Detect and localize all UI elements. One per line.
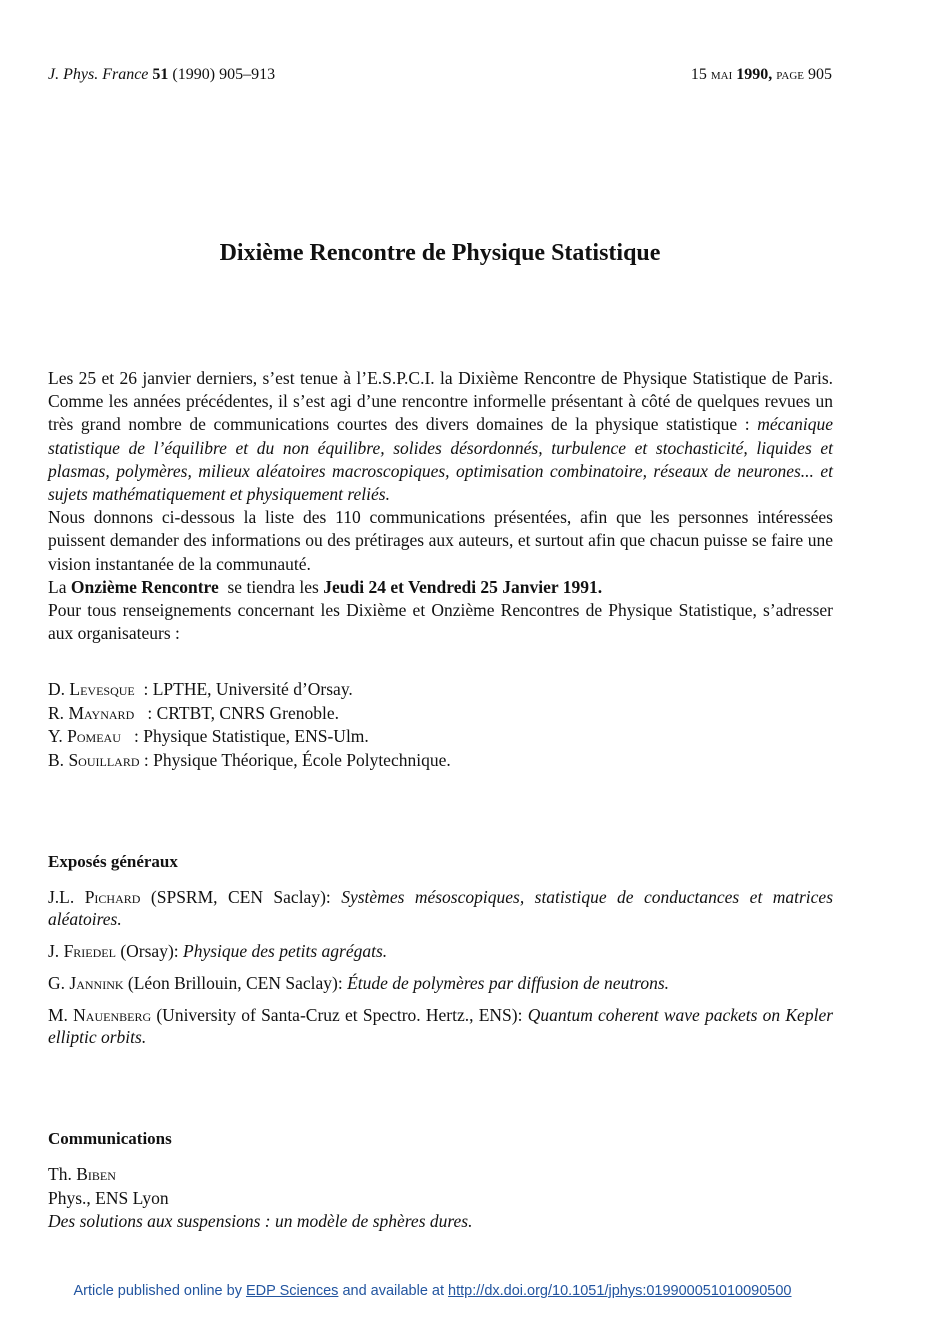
issue-date [691, 66, 832, 84]
journal-name: J. Phys. France [48, 66, 149, 83]
journal-volume: 51 [152, 66, 169, 83]
communication-title: Des solutions aux suspensions : un modèle de sphères dures. [48, 1211, 473, 1231]
exposes-list [48, 886, 833, 1058]
organisers-list [48, 678, 451, 772]
expose-item: G. Jannink (Léon Brillouin, CEN Saclay): Étude de polymères par diffusion de neutrons. [48, 973, 670, 993]
communication-entry [48, 1163, 473, 1234]
date-day: 15 [690, 66, 707, 83]
expose-item: J. Friedel (Orsay): Physique des petits agrégats. [48, 941, 388, 961]
intro-paragraph-3: La Onzième Rencontre se tiendra les Jeudi 24 et Vendredi 25 Janvier 1991. [48, 576, 603, 597]
paper-title: Dixième Rencontre de Physique Statistique [219, 240, 661, 266]
organiser-row: D. Levesque : LPTHE, Université d’Orsay. [48, 679, 353, 699]
intro-paragraph-4: Pour tous renseignements concernant les Dixième et Onzième Rencontres de Physique Statistique, s’adresser aux organisateurs : [48, 600, 833, 644]
edp-sciences-link[interactable]: EDP Sciences [245, 1283, 339, 1299]
section-heading-communications: Communications [48, 1129, 172, 1148]
journal-citation [48, 66, 275, 84]
organiser-row: Y. Pomeau : Physique Statistique, ENS-Ulm. [48, 726, 369, 746]
page-number: 905 [808, 66, 832, 83]
intro-paragraph-2: Nous donnons ci-dessous la liste des 110 communications présentées, afin que les personnes intéressées puissent demander des informations ou des prétirages aux auteurs, et surtout afin que chacun puisse se faire une vision instantanée de la communauté. [48, 507, 833, 574]
intro-paragraph-1: Les 25 et 26 janvier derniers, s’est tenue à l’E.S.P.C.I. la Dixième Rencontre de Physique Statistique de Paris. Comme les années précédentes, il s’est agi d’une rencontre informelle présentant à côté de quelques revues un très grand nombre de communications courtes des divers domaines de la physique statistique : mécanique statistique de l’équilibre et du non équilibre, solides désordonnés, turbulence et stochasticité, liquides et plasmas, polymères, milieux aléatoires macroscopiques, optimisation combinatoire, réseaux de neurones... et sujets mathématiquement et physiquement reliés. [48, 368, 834, 505]
section-heading-exposes: Exposés généraux [48, 852, 178, 871]
communication-affiliation: Phys., ENS Lyon [48, 1187, 169, 1208]
date-month: mai [710, 66, 733, 83]
communication-author: Th. Biben [48, 1164, 116, 1184]
organiser-row: R. Maynard : CRTBT, CNRS Grenoble. [48, 702, 339, 723]
expose-item: J.L. Pichard (SPSRM, CEN Saclay): Systèmes mésoscopiques, statistique de conductances et matrices aléatoires. [48, 887, 834, 929]
intro-text [48, 367, 833, 645]
expose-item: M. Nauenberg (University of Santa-Cruz et Spectro. Hertz., ENS): Quantum coherent wave packets on Kepler elliptic orbits. [48, 1005, 834, 1047]
doi-link[interactable]: http://dx.doi.org/10.1051/jphys:019900051010090500 [448, 1283, 792, 1299]
journal-year-pages: (1990) 905–913 [172, 66, 276, 83]
organiser-row: B. Souillard : Physique Théorique, École Polytechnique. [48, 749, 451, 770]
date-year: 1990, [736, 66, 773, 83]
page-word: page [776, 66, 804, 83]
publication-footer: Article published online by EDP Sciences and available at http://dx.doi.org/10.1051/jphys:019900051010090500 [73, 1283, 792, 1299]
